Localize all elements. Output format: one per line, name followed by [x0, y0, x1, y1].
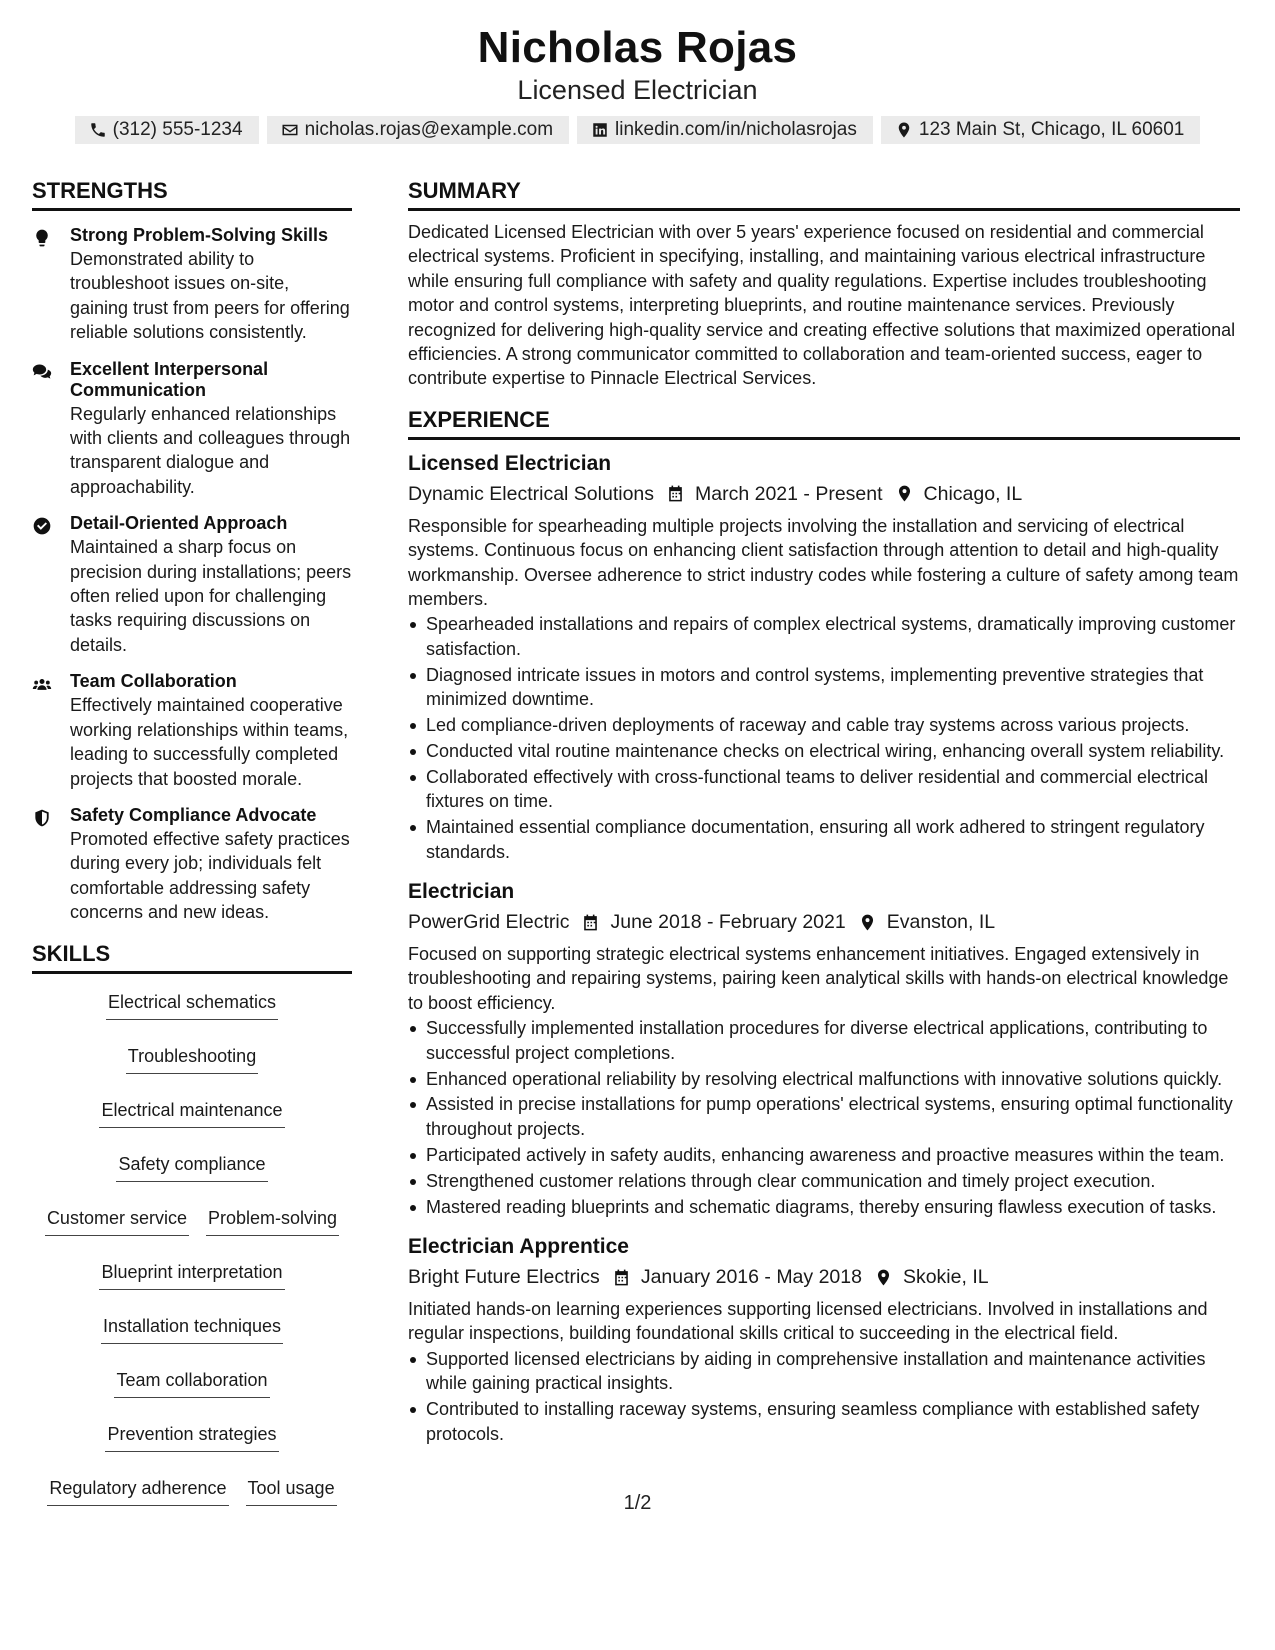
- skills-list: [32, 990, 352, 1506]
- users-icon: [32, 674, 52, 694]
- calendar-icon: [612, 1268, 631, 1287]
- job-location: Chicago, IL: [923, 482, 1023, 505]
- left-column: [32, 176, 352, 1506]
- job-meta: [408, 480, 1240, 508]
- job-dates: March 2021 - Present: [695, 482, 883, 505]
- strength-item: [32, 671, 352, 791]
- job-bullet: Contributed to installing raceway systems, ensuring seamless compliance with established safety protocols.: [408, 1397, 1240, 1446]
- skills-section: [32, 939, 352, 1506]
- job-entry: [408, 878, 1240, 1219]
- candidate-name: Nicholas Rojas: [477, 23, 798, 72]
- job-bullets: [408, 1016, 1240, 1219]
- job-title: Electrician Apprentice: [408, 1235, 629, 1258]
- right-column: [408, 176, 1240, 1506]
- strength-item: [32, 225, 352, 345]
- job-bullet: Conducted vital routine maintenance checks on electrical wiring, enhancing overall system reliability.: [408, 739, 1240, 763]
- job-bullet: Mastered reading blueprints and schematic diagrams, thereby ensuring flawless execution of tasks.: [408, 1195, 1240, 1219]
- strength-item: [32, 513, 352, 657]
- contact-bar: [0, 116, 1275, 144]
- strength-title: Detail-Oriented Approach: [70, 513, 288, 534]
- job-dates: June 2018 - February 2021: [610, 911, 846, 934]
- envelope-icon: [281, 121, 299, 139]
- skill-tag: Safety compliance: [116, 1152, 267, 1182]
- address-text: 123 Main St, Chicago, IL 60601: [918, 119, 1185, 140]
- location-pin-icon: [895, 121, 913, 139]
- job-description: Focused on supporting strategic electrical systems enhancement initiatives. Engaged extensively in troubleshooting and repairing systems, pairing keen analytical skills with hands-on electrical knowledge to boost efficiency.: [408, 944, 1229, 1013]
- job-title: Licensed Electrician: [408, 451, 612, 475]
- skill-tag: Installation techniques: [101, 1314, 283, 1344]
- strength-desc: Regularly enhanced relationships with clients and colleagues through transparent dialogue and approachability.: [70, 403, 351, 497]
- job-dates: January 2016 - May 2018: [640, 1266, 862, 1288]
- strength-title: Team Collaboration: [70, 671, 237, 692]
- job-description: Initiated hands-on learning experiences supporting licensed electricians. Involved in installations and regular inspections, building foundational skills critical to succeeding in the electrical field.: [408, 1299, 1208, 1344]
- skill-tag: Prevention strategies: [105, 1422, 278, 1452]
- job-bullet: Spearheaded installations and repairs of complex electrical systems, dramatically improving customer satisfaction.: [408, 612, 1240, 661]
- strength-desc: Maintained a sharp focus on precision during installations; peers often relied upon for challenging tasks requiring discussions on details.: [70, 537, 352, 655]
- strength-title: Strong Problem-Solving Skills: [70, 225, 329, 245]
- job-bullets: [408, 612, 1240, 864]
- job-meta: [408, 908, 1240, 936]
- job-company: Bright Future Electrics: [408, 1266, 600, 1288]
- location-pin-icon: [895, 484, 914, 503]
- skill-tag: Electrical schematics: [106, 990, 278, 1020]
- candidate-title: Licensed Electrician: [517, 75, 758, 105]
- summary-section: [408, 176, 1240, 391]
- job-company: PowerGrid Electric: [408, 911, 570, 934]
- contact-phone[interactable]: [75, 116, 259, 144]
- skill-tag: Customer service: [45, 1206, 189, 1236]
- skill-tag: Electrical maintenance: [99, 1098, 284, 1128]
- strength-title: Excellent Interpersonal Communication: [70, 358, 269, 400]
- linkedin-text: linkedin.com/in/nicholasrojas: [615, 119, 857, 140]
- skill-tag: Troubleshooting: [126, 1044, 258, 1074]
- resume-header: [0, 0, 1275, 144]
- email-text: nicholas.rojas@example.com: [304, 119, 554, 140]
- skill-tag: Team collaboration: [114, 1368, 269, 1398]
- job-entry: [408, 1233, 1240, 1446]
- job-bullet: Collaborated effectively with cross-functional teams to deliver residential and commercial electrical fixtures on time.: [408, 765, 1240, 814]
- contact-linkedin[interactable]: [577, 116, 873, 144]
- job-company: Dynamic Electrical Solutions: [408, 482, 655, 505]
- job-bullet: Enhanced operational reliability by resolving electrical malfunctions with innovative solutions quickly.: [408, 1067, 1240, 1091]
- skill-tag: Tool usage: [246, 1476, 337, 1506]
- job-bullet: Strengthened customer relations through clear communication and timely project execution.: [408, 1169, 1240, 1193]
- skill-tag: Regulatory adherence: [47, 1476, 228, 1506]
- job-bullet: Maintained essential compliance documentation, ensuring all work adhered to stringent regulatory standards.: [408, 815, 1240, 864]
- strengths-section: [32, 176, 352, 925]
- job-bullet: Participated actively in safety audits, enhancing awareness and proactive measures within the team.: [408, 1143, 1240, 1167]
- skills-heading: SKILLS: [32, 939, 352, 974]
- summary-text: Dedicated Licensed Electrician with over 5 years' experience focused on residential and commercial electrical systems. Proficient in specifying, installing, and maintaining various electrical infrastructure while ensuring full compliance with safety and quality regulations. Expertise includes troubleshooting motor and control systems, interpreting blueprints, and routine maintenance services. Previously recognized for delivering high-quality service and creating effective solutions that maximized operational efficiencies. A strong communicator committed to collaboration and team-oriented success, eager to contribute expertise to Pinnacle Electrical Services.: [408, 222, 1236, 389]
- chat-bubbles-icon: [32, 362, 52, 382]
- lightbulb-icon: [32, 228, 52, 248]
- calendar-icon: [581, 913, 600, 932]
- job-bullets: [408, 1347, 1240, 1446]
- job-meta: [408, 1263, 1240, 1291]
- location-pin-icon: [858, 913, 877, 932]
- job-bullet: Supported licensed electricians by aiding in comprehensive installation and maintenance activities while gaining practical insights.: [408, 1347, 1240, 1396]
- experience-heading: EXPERIENCE: [408, 405, 1240, 440]
- shield-icon: [32, 808, 52, 828]
- calendar-icon: [666, 484, 685, 503]
- experience-section: [408, 405, 1240, 1446]
- strength-desc: Promoted effective safety practices during every job; individuals felt comfortable addressing safety concerns and new ideas.: [70, 828, 350, 923]
- contact-email[interactable]: [267, 116, 569, 144]
- phone-text: (312) 555-1234: [112, 119, 243, 140]
- skill-tag: Blueprint interpretation: [99, 1260, 284, 1290]
- summary-heading: SUMMARY: [408, 176, 1240, 211]
- job-location: Evanston, IL: [886, 911, 996, 934]
- phone-icon: [89, 121, 107, 139]
- page-indicator: 1/2: [623, 1492, 652, 1514]
- strength-desc: Demonstrated ability to troubleshoot issues on-site, gaining trust from peers for offering reliable solutions consistently.: [70, 249, 350, 343]
- skill-tag: Problem-solving: [206, 1206, 339, 1236]
- job-location: Skokie, IL: [902, 1266, 989, 1288]
- job-bullet: Assisted in precise installations for pump operations' electrical systems, ensuring optimal functionality throughout projects.: [408, 1092, 1240, 1141]
- job-bullet: Diagnosed intricate issues in motors and control systems, implementing preventive strategies that minimized downtime.: [408, 663, 1240, 712]
- location-pin-icon: [874, 1268, 893, 1287]
- job-bullet: Led compliance-driven deployments of raceway and cable tray systems across various projects.: [408, 713, 1240, 737]
- strengths-heading: STRENGTHS: [32, 176, 352, 211]
- job-entry: [408, 450, 1240, 864]
- linkedin-icon: [591, 121, 609, 139]
- strength-title: Safety Compliance Advocate: [70, 804, 317, 825]
- contact-address: [881, 116, 1200, 144]
- job-title: Electrician: [408, 880, 515, 904]
- job-description: Responsible for spearheading multiple projects involving the installation and servicing of electrical systems. Continuous focus on enhancing client satisfaction through attention to detail and high-quality workmanship. Oversee adherence to strict industry codes while fostering a culture of safety among team members.: [408, 515, 1239, 610]
- strength-desc: Effectively maintained cooperative working relationships within teams, leading to successfully completed projects that boosted morale.: [70, 695, 349, 789]
- check-circle-icon: [32, 516, 52, 536]
- strength-item: [32, 359, 352, 500]
- job-bullet: Successfully implemented installation procedures for diverse electrical applications, contributing to successful project completions.: [408, 1016, 1240, 1065]
- strength-item: [32, 805, 352, 925]
